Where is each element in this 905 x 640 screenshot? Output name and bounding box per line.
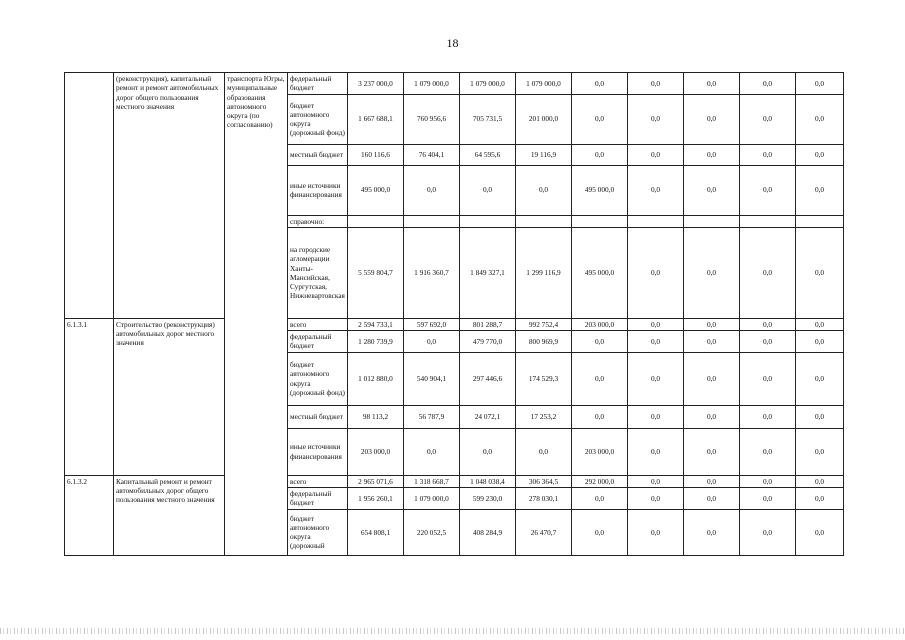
amount-cell: 0,0: [628, 94, 684, 144]
amount-cell: 0,0: [684, 488, 740, 510]
amount-cell: 0,0: [684, 475, 740, 487]
item-code-cell: [65, 73, 114, 319]
amount-cell: 0,0: [684, 509, 740, 555]
amount-cell: 174 529,3: [516, 352, 572, 405]
amount-cell: 800 969,9: [516, 331, 572, 353]
amount-cell: 1 318 668,7: [404, 475, 460, 487]
amount-cell: 1 299 116,9: [516, 227, 572, 318]
amount-cell: 0,0: [796, 352, 844, 405]
amount-cell: 0,0: [516, 428, 572, 475]
item-title-cell: (реконструкция), капитальный ремонт и ремонт автомобильных дорог общего пользования местного значения: [114, 73, 225, 319]
amount-cell: 0,0: [460, 428, 516, 475]
amount-cell: 0,0: [740, 318, 796, 330]
item-title-cell: Строительство (реконструкция) автомобильных дорог местного значения: [114, 318, 225, 475]
funding-source-cell: иные источники финансирования: [288, 165, 348, 215]
amount-cell: 0,0: [796, 144, 844, 165]
amount-cell: 0,0: [740, 405, 796, 428]
amount-cell: 0,0: [404, 331, 460, 353]
amount-cell: 0,0: [628, 73, 684, 95]
funding-source-cell: бюджет автономного округа (дорожный фонд): [288, 94, 348, 144]
amount-cell: [796, 215, 844, 227]
amount-cell: 0,0: [796, 165, 844, 215]
amount-cell: [516, 215, 572, 227]
amount-cell: 0,0: [628, 428, 684, 475]
amount-cell: 0,0: [628, 488, 684, 510]
amount-cell: 292 000,0: [572, 475, 628, 487]
amount-cell: 1 849 327,1: [460, 227, 516, 318]
amount-cell: [348, 215, 404, 227]
amount-cell: 0,0: [684, 318, 740, 330]
amount-cell: 0,0: [404, 428, 460, 475]
amount-cell: 203 000,0: [572, 428, 628, 475]
amount-cell: 2 965 071,6: [348, 475, 404, 487]
amount-cell: 56 787,9: [404, 405, 460, 428]
executor-cell: транспорта Югры, муниципальные образования автономного округа (по согласованию): [225, 73, 288, 556]
amount-cell: 0,0: [740, 352, 796, 405]
amount-cell: 1 079 000,0: [516, 73, 572, 95]
amount-cell: 479 770,0: [460, 331, 516, 353]
amount-cell: 0,0: [740, 227, 796, 318]
amount-cell: 0,0: [572, 73, 628, 95]
amount-cell: 0,0: [796, 331, 844, 353]
funding-source-cell: местный бюджет: [288, 405, 348, 428]
amount-cell: 278 030,1: [516, 488, 572, 510]
amount-cell: 597 692,0: [404, 318, 460, 330]
amount-cell: 160 116,6: [348, 144, 404, 165]
budget-table: [64, 72, 844, 556]
amount-cell: 0,0: [684, 331, 740, 353]
amount-cell: 64 595,6: [460, 144, 516, 165]
amount-cell: 0,0: [684, 352, 740, 405]
amount-cell: 0,0: [684, 428, 740, 475]
amount-cell: 0,0: [516, 165, 572, 215]
amount-cell: 201 000,0: [516, 94, 572, 144]
funding-source-cell: федеральный бюджет: [288, 73, 348, 95]
amount-cell: 495 000,0: [348, 165, 404, 215]
amount-cell: [460, 215, 516, 227]
amount-cell: 76 404,1: [404, 144, 460, 165]
amount-cell: 0,0: [572, 488, 628, 510]
amount-cell: 24 072,1: [460, 405, 516, 428]
amount-cell: 0,0: [684, 73, 740, 95]
amount-cell: 408 284,9: [460, 509, 516, 555]
amount-cell: 0,0: [684, 94, 740, 144]
funding-source-cell: всего: [288, 475, 348, 487]
amount-cell: 0,0: [740, 488, 796, 510]
scan-noise-strip: [0, 628, 905, 634]
amount-cell: 599 230,0: [460, 488, 516, 510]
amount-cell: 495 000,0: [572, 227, 628, 318]
amount-cell: 0,0: [628, 165, 684, 215]
amount-cell: 5 559 804,7: [348, 227, 404, 318]
amount-cell: 26 470,7: [516, 509, 572, 555]
amount-cell: 1 079 000,0: [404, 73, 460, 95]
amount-cell: 0,0: [796, 227, 844, 318]
table-row: [65, 318, 844, 330]
amount-cell: 0,0: [796, 509, 844, 555]
amount-cell: 0,0: [572, 94, 628, 144]
amount-cell: 654 808,1: [348, 509, 404, 555]
funding-source-cell: справочно:: [288, 215, 348, 227]
amount-cell: 1 048 038,4: [460, 475, 516, 487]
item-code-cell: 6.1.3.2: [65, 475, 114, 555]
item-code-cell: 6.1.3.1: [65, 318, 114, 475]
amount-cell: 0,0: [740, 165, 796, 215]
amount-cell: 992 752,4: [516, 318, 572, 330]
amount-cell: 1 012 880,0: [348, 352, 404, 405]
amount-cell: 0,0: [572, 352, 628, 405]
amount-cell: 203 000,0: [572, 318, 628, 330]
amount-cell: 0,0: [628, 405, 684, 428]
amount-cell: 297 446,6: [460, 352, 516, 405]
amount-cell: 0,0: [796, 428, 844, 475]
amount-cell: 0,0: [796, 405, 844, 428]
amount-cell: 0,0: [796, 94, 844, 144]
amount-cell: [684, 215, 740, 227]
amount-cell: 220 052,5: [404, 509, 460, 555]
item-title-cell: Капитальный ремонт и ремонт автомобильных дорог общего пользования местного значения: [114, 475, 225, 555]
amount-cell: 1 667 688,1: [348, 94, 404, 144]
amount-cell: 0,0: [740, 73, 796, 95]
table-row: [65, 475, 844, 487]
amount-cell: 0,0: [740, 509, 796, 555]
amount-cell: 0,0: [796, 318, 844, 330]
amount-cell: 0,0: [684, 144, 740, 165]
amount-cell: 0,0: [628, 331, 684, 353]
amount-cell: 0,0: [404, 165, 460, 215]
funding-source-cell: на городские агломерации Ханты-Мансийская, Сургутская, Нижневартовская: [288, 227, 348, 318]
amount-cell: 540 904,1: [404, 352, 460, 405]
amount-cell: 0,0: [572, 509, 628, 555]
amount-cell: 203 000,0: [348, 428, 404, 475]
funding-source-cell: всего: [288, 318, 348, 330]
amount-cell: 801 288,7: [460, 318, 516, 330]
amount-cell: [628, 215, 684, 227]
amount-cell: 0,0: [628, 227, 684, 318]
amount-cell: 0,0: [796, 488, 844, 510]
amount-cell: 0,0: [572, 405, 628, 428]
amount-cell: 3 237 000,0: [348, 73, 404, 95]
amount-cell: 0,0: [628, 352, 684, 405]
amount-cell: [740, 215, 796, 227]
funding-source-cell: бюджет автономного округа (дорожный фонд): [288, 352, 348, 405]
amount-cell: 0,0: [572, 144, 628, 165]
amount-cell: 705 731,5: [460, 94, 516, 144]
amount-cell: 1 956 260,1: [348, 488, 404, 510]
amount-cell: 0,0: [796, 475, 844, 487]
amount-cell: 0,0: [684, 165, 740, 215]
funding-source-cell: местный бюджет: [288, 144, 348, 165]
funding-source-cell: бюджет автономного округа (дорожный: [288, 509, 348, 555]
amount-cell: 0,0: [460, 165, 516, 215]
funding-source-cell: федеральный бюджет: [288, 331, 348, 353]
amount-cell: 0,0: [740, 94, 796, 144]
amount-cell: [404, 215, 460, 227]
amount-cell: 19 116,9: [516, 144, 572, 165]
amount-cell: 0,0: [628, 475, 684, 487]
amount-cell: 1 916 360,7: [404, 227, 460, 318]
amount-cell: 0,0: [796, 73, 844, 95]
amount-cell: 0,0: [628, 509, 684, 555]
amount-cell: 1 280 739,9: [348, 331, 404, 353]
amount-cell: 0,0: [572, 331, 628, 353]
table-row: [65, 73, 844, 95]
amount-cell: 17 253,2: [516, 405, 572, 428]
amount-cell: 760 956,6: [404, 94, 460, 144]
page-number: 18: [446, 36, 459, 50]
amount-cell: 0,0: [628, 318, 684, 330]
amount-cell: 495 000,0: [572, 165, 628, 215]
amount-cell: 0,0: [740, 428, 796, 475]
amount-cell: 0,0: [740, 144, 796, 165]
amount-cell: 0,0: [628, 144, 684, 165]
funding-source-cell: иные источники финансирования: [288, 428, 348, 475]
amount-cell: 1 079 000,0: [404, 488, 460, 510]
amount-cell: 306 364,5: [516, 475, 572, 487]
amount-cell: 0,0: [684, 227, 740, 318]
funding-source-cell: федеральный бюджет: [288, 488, 348, 510]
amount-cell: [572, 215, 628, 227]
amount-cell: 1 079 000,0: [460, 73, 516, 95]
amount-cell: 2 594 733,1: [348, 318, 404, 330]
amount-cell: 98 113,2: [348, 405, 404, 428]
amount-cell: 0,0: [684, 405, 740, 428]
amount-cell: 0,0: [740, 475, 796, 487]
amount-cell: 0,0: [740, 331, 796, 353]
